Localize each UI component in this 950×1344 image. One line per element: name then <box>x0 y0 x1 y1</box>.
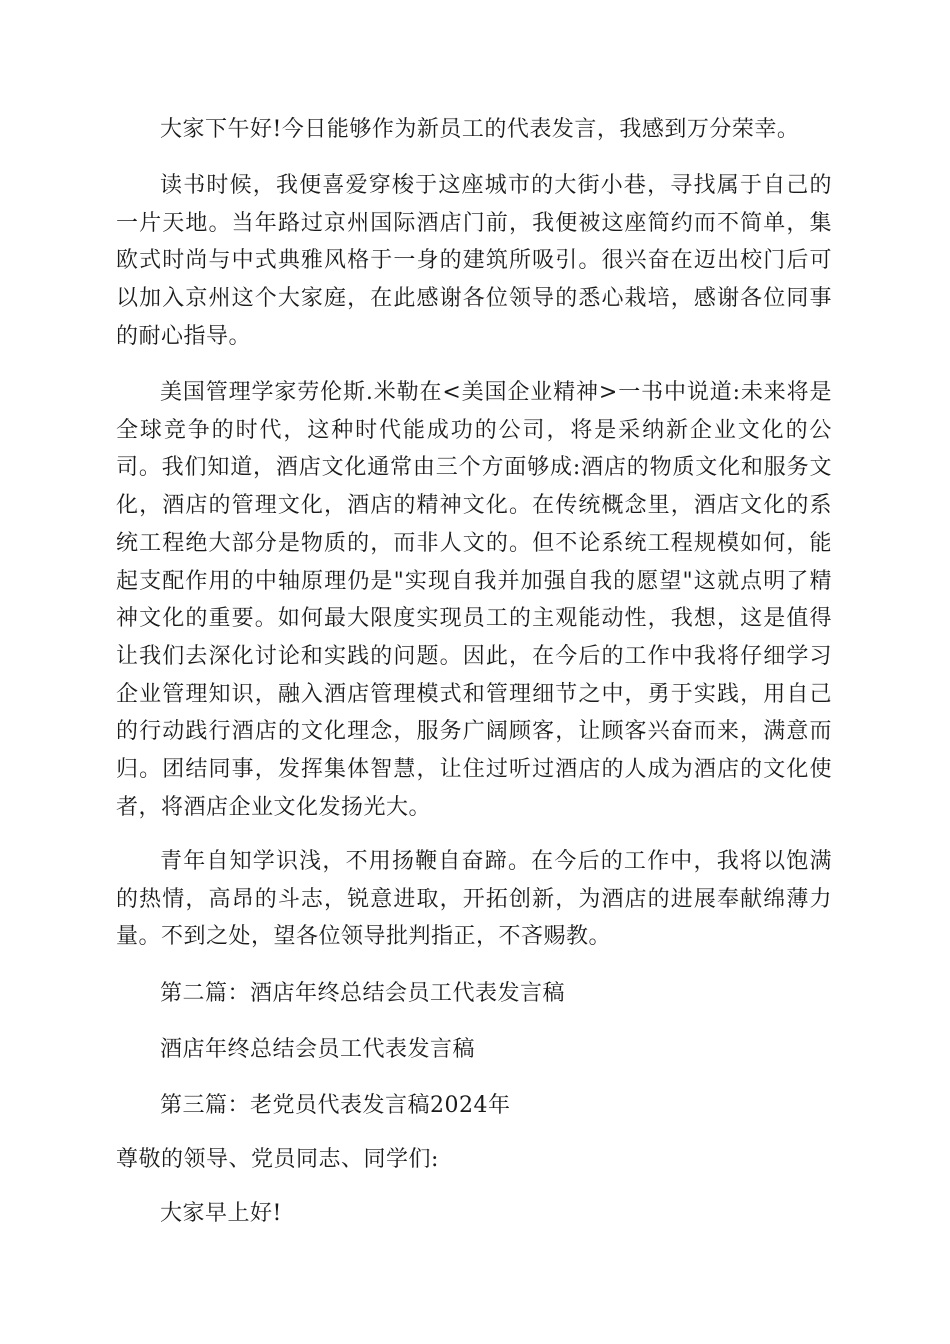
salutation-line: 尊敬的领导、党员同志、同学们: <box>116 1147 439 1172</box>
body-paragraph-closing: 青年自知学识浅，不用扬鞭自奋蹄。在今后的工作中，我将以饱满的热情，高昂的斗志，锐意进取，开拓创新，为酒店的进展奉献绵薄力量。不到之处，望各位领导批判指正，不吝赐教。 <box>116 849 832 950</box>
section-subheading: 酒店年终总结会员工代表发言稿 <box>160 1037 476 1062</box>
body-paragraph-culture: 美国管理学家劳伦斯.米勒在<美国企业精神>一书中说道:未来将是全球竞争的时代，这种时代能成功的公司，将是采纳新企业文化的公司。我们知道，酒店文化通常由三个方面够成:酒店的物质文化和服务文化，酒店的管理文化，酒店的精神文化。在传统概念里，酒店文化的系统工程绝大部分是物质的，而非人文的。但不论系统工程规模如何，能起支配作用的中轴原理仍是"实现自我并加强自我的愿望"这就点明了精神文化的重要。如何最大限度实现员工的主观能动性，我想，这是值得让我们去深化讨论和实践的问题。因此，在今后的工作中我将仔细学习企业管理知识，融入酒店管理模式和管理细节之中，勇于实践，用自己的行动践行酒店的文化理念，服务广阔顾客，让顾客兴奋而来，满意而归。团结同事，发挥集体智慧，让住过听过酒店的人成为酒店的文化使者，将酒店企业文化发扬光大。 <box>116 380 832 820</box>
section-heading-third: 第三篇：老党员代表发言稿2024年 <box>160 1093 511 1118</box>
morning-greeting: 大家早上好! <box>160 1201 282 1226</box>
section-heading-second: 第二篇：酒店年终总结会员工代表发言稿 <box>160 981 566 1006</box>
body-paragraph-city: 读书时候，我便喜爱穿梭于这座城市的大街小巷，寻找属于自己的一片天地。当年路过京州国际酒店门前，我便被这座简约而不简单，集欧式时尚与中式典雅风格于一身的建筑所吸引。很兴奋在迈出校门后可以加入京州这个大家庭，在此感谢各位领导的悉心栽培，感谢各位同事的耐心指导。 <box>116 173 832 349</box>
greeting-paragraph: 大家下午好!今日能够作为新员工的代表发言，我感到万分荣幸。 <box>160 117 800 142</box>
